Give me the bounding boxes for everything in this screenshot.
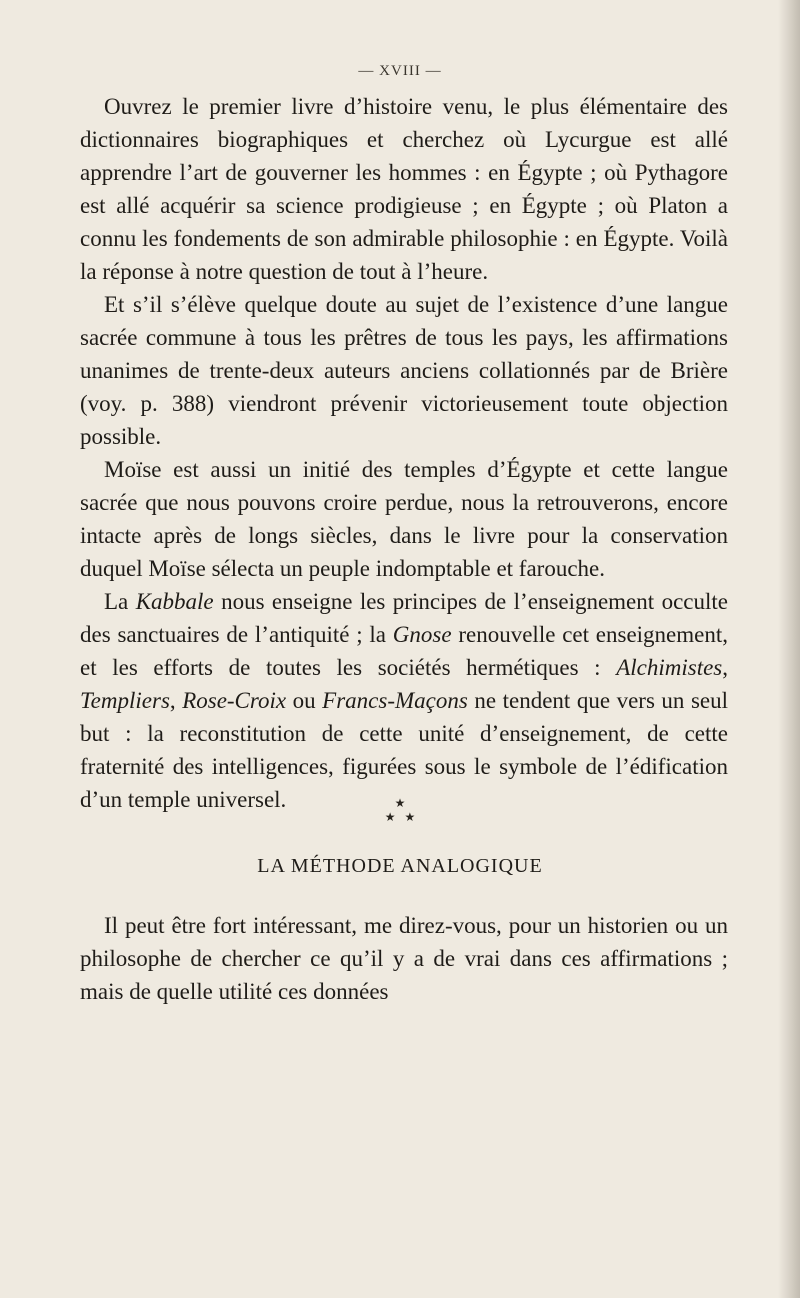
paragraph-3: Moïse est aussi un initié des temples d’Égypte et cette langue sacrée que nous pouvons croire perdue, nous la retrouverons, encore intacte après de longs siècles, dans le livre pour la conservation duquel Moïse sélecta un peuple indomptable et farouche. — [80, 457, 728, 581]
italic-term: Alchimistes — [616, 655, 723, 680]
page-edge-shadow — [778, 0, 800, 1298]
text-run: nous enseigne les principes de l’enseignement occulte des sanctuaires de l’antiquité ; la — [80, 589, 728, 647]
paragraph-2: Et s’il s’élève quelque doute au sujet de l’existence d’une langue sacrée commune à tous les prêtres de tous les pays, les affirmations unanimes de trente-deux auteurs anciens collationnés par de Brière (voy. p. 388) viendront prévenir victorieusement toute objection possible. — [80, 292, 728, 449]
page-number: — XVIII — — [358, 63, 442, 79]
section-heading: LA MÉTHODE ANALOGIQUE — [257, 855, 543, 877]
text-run: , — [169, 688, 183, 713]
text-run: La — [104, 589, 136, 614]
italic-term: Gnose — [392, 622, 452, 647]
paragraph-5: Il peut être fort intéressant, me direz-vous, pour un historien ou un philosophe de chercher ce qu’il y a de vrai dans ces affirmations ; mais de quelle utilité ces données — [80, 913, 728, 1004]
italic-term: Francs-Maçons — [322, 688, 468, 713]
section-separator-stars — [0, 796, 800, 824]
main-text — [80, 90, 728, 816]
paragraph-4 — [80, 585, 728, 816]
star-bottom-pair: ★ ★ — [384, 810, 416, 824]
section-text — [80, 909, 728, 1008]
text-run: ne tendent que vers un seul but : la reconstitution de cette unité d’enseignement, de cette fraternité des intelligences, figurées sous le symbole de l’édification d’un temple universel. — [80, 688, 729, 812]
italic-term: Rose-Croix — [182, 688, 287, 713]
text-run: renouvelle cet enseignement, et les efforts de toutes les sociétés hermétiques : — [80, 622, 728, 680]
text-run: , — [722, 655, 728, 680]
paragraph-1: Ouvrez le premier livre d’histoire venu, le plus élémentaire des dictionnaires biographiques et cherchez où Lycurgue est allé apprendre l’art de gouverner les hommes : en Égypte ; où Pythagore est allé acquérir sa science prodigieuse ; en Égypte ; où Platon a connu les fondements de son admirable philosophie : en Égypte. Voilà la réponse à notre question de tout à l’heure. — [80, 94, 728, 284]
text-run: ou — [286, 688, 323, 713]
italic-term: Templiers — [80, 688, 170, 713]
italic-term: Kabbale — [135, 589, 214, 614]
star-top: ★ — [394, 796, 406, 810]
